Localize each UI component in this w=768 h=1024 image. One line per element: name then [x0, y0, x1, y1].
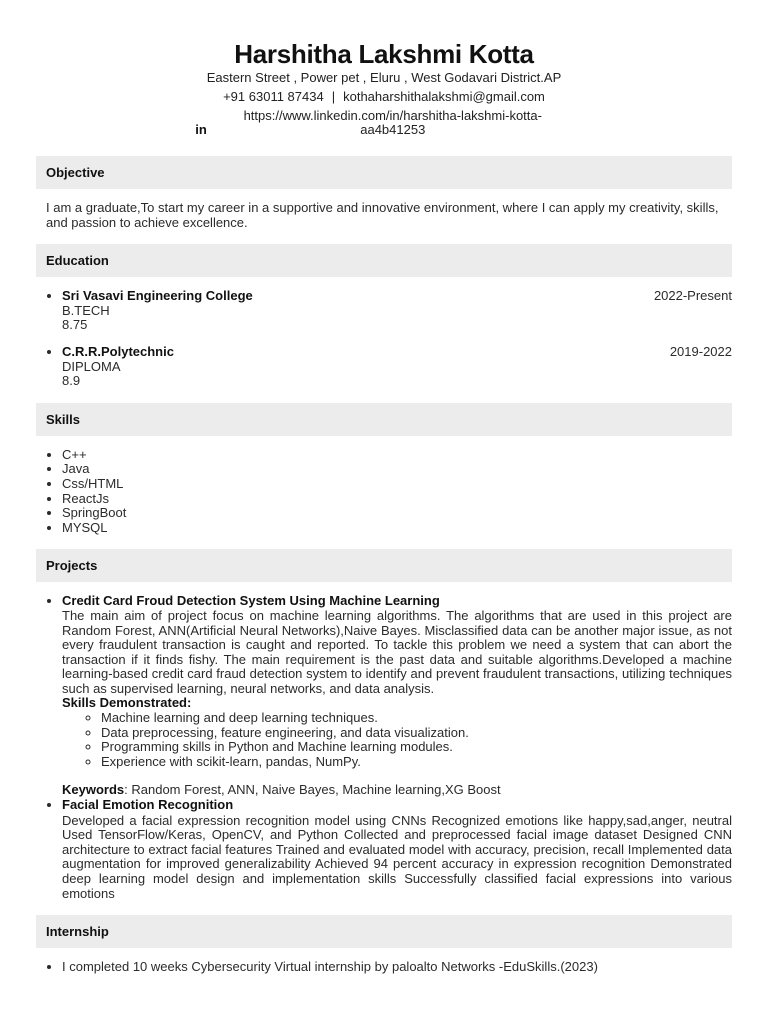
project-keywords [62, 783, 732, 798]
skill-item: • Java [62, 462, 732, 477]
skills-demonstrated-label: Skills Demonstrated: [62, 695, 192, 711]
school-name: • Sri Vasavi Engineering College [62, 288, 253, 304]
skill-item: • C++ [62, 448, 732, 463]
projects-heading: Projects [36, 549, 732, 582]
school-name: • C.R.R.Polytechnic [62, 343, 174, 359]
keywords-text: : Random Forest, ANN, Naive Bayes, Machine learning,XG Boost [124, 782, 501, 798]
degree: B.TECH [62, 302, 110, 318]
score: 8.9 [62, 373, 81, 389]
linkedin-row [0, 107, 768, 139]
project-item [62, 594, 732, 798]
keywords-label: Keywords [62, 782, 125, 798]
education-item [62, 289, 732, 333]
objective-text: I am a graduate,To start my career in a supportive and innovative environment, where I can apply my creativity, skills, and passion to achieve excellence. [46, 200, 719, 230]
skills-heading: Skills [36, 403, 732, 436]
address: Eastern Street , Power pet , Eluru , West Godavari District.AP [206, 70, 562, 85]
resume-header [0, 0, 768, 139]
contact-row [0, 88, 768, 106]
skills-list [46, 448, 732, 536]
education-item [62, 345, 732, 389]
phone: +91 63011 87434 [223, 89, 324, 104]
candidate-name: Harshitha Lakshmi Kotta [234, 39, 534, 69]
skill-demonstrated-item: ◦ Data preprocessing, feature engineering, and data visualization. [101, 726, 732, 741]
skills-demonstrated-list [62, 711, 732, 769]
project-title: • Facial Emotion Recognition [62, 797, 234, 813]
project-item [62, 798, 732, 901]
education-years: 2022-Present [653, 288, 732, 304]
skill-item: • MYSQL [62, 521, 732, 536]
degree: DIPLOMA [62, 358, 121, 374]
score: 8.75 [62, 317, 88, 333]
education-heading: Education [36, 244, 732, 277]
projects-list [46, 594, 732, 901]
internship-heading: Internship [36, 915, 732, 948]
project-description: The main aim of project focus on machine learning algorithms. The algorithms that are used in this project are Random Forest, ANN(Artificial Neural Networks),Naive Bayes. Misclassified data can be another major issue, as not every fraudulent transaction is caught and reported. To tackle this problem we need a system that can abort the transaction if it finds fishy. The main requirement is the past data and suitable algorithms.Developed a machine learning-based credit card fraud detection system to identify and prevent fraudulent transactions, utilizing techniques such as supervised learning, neural networks, and data analysis. [62, 607, 732, 696]
project-title: • Credit Card Froud Detection System Using Machine Learning [62, 593, 440, 609]
project-description: Developed a facial expression recognition model using CNNs Recognized emotions like happy,sad,anger, neutral Used TensorFlow/Keras, OpenCV, and Python Collected and preprocessed facial image dataset Designed CNN architecture to extract facial features Trained and evaluated model with accuracy, precision, recall Implemented data augmentation for improved generalizability Achieved 94 percent accuracy in expression recognition Demonstrated deep learning model design and implementation skills Successfully classified facial expressions into various emotions [62, 812, 732, 901]
internship-list [46, 960, 732, 975]
internship-item: • I completed 10 weeks Cybersecurity Virtual internship by paloalto Networks -EduSkills.(2023) [62, 960, 732, 975]
linkedin-link[interactable]: https://www.linkedin.com/in/harshitha-lakshmi-kotta-aa4b41253 [243, 108, 542, 137]
contact-separator: | [331, 89, 336, 104]
skill-demonstrated-item: ◦ Programming skills in Python and Machine learning modules. [101, 740, 732, 755]
skill-item: • ReactJs [62, 492, 732, 507]
skill-demonstrated-item: ◦ Experience with scikit-learn, pandas, NumPy. [101, 755, 732, 770]
education-years: 2019-2022 [669, 343, 732, 359]
skill-demonstrated-item: ◦ Machine learning and deep learning techniques. [101, 711, 732, 726]
linkedin-icon: in [195, 122, 207, 137]
objective-heading: Objective [36, 156, 732, 189]
email-link[interactable]: kothaharshithalakshmi@gmail.com [343, 89, 545, 104]
education-list [46, 289, 732, 389]
skill-item: • Css/HTML [62, 477, 732, 492]
skill-item: • SpringBoot [62, 506, 732, 521]
